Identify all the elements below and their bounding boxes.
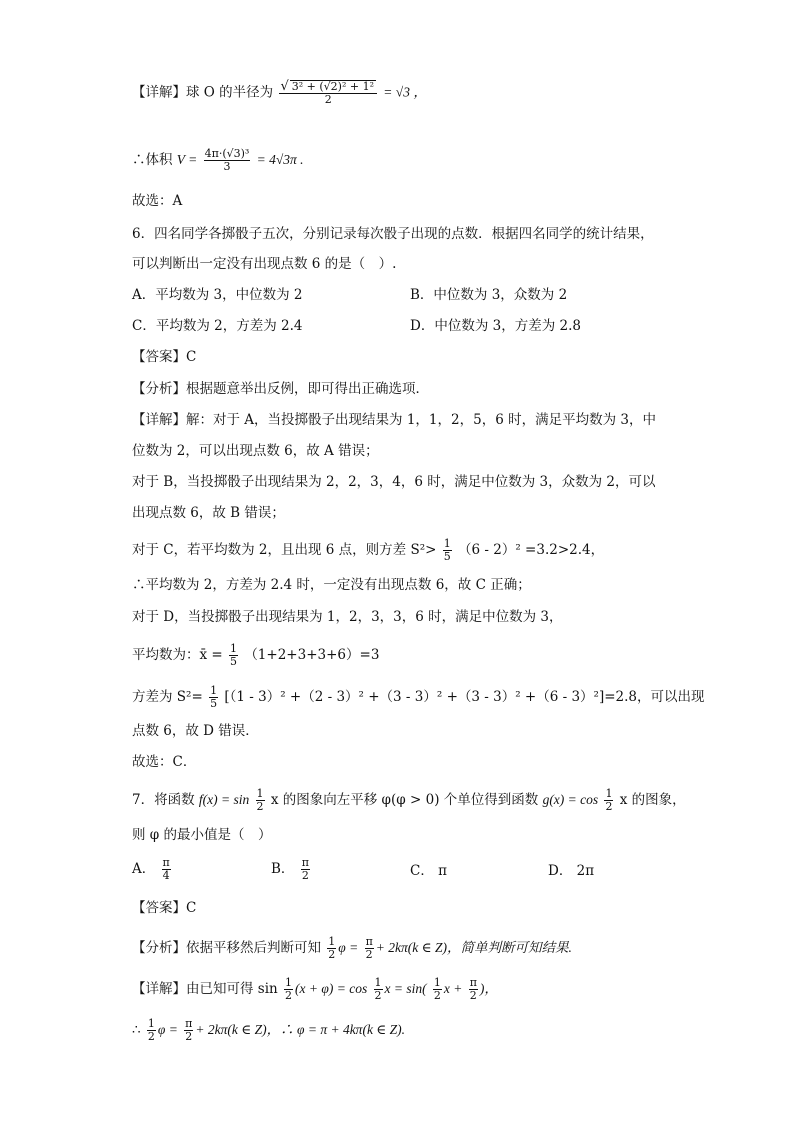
q7-answer: C [186,900,197,916]
answer-tag: 【答案】 [132,349,186,365]
q6-detail-line-6: ∴平均数为 2，方差为 2.4 时，一定没有出现点数 6，故 C 正确； [132,577,531,593]
q6-detail-line-8 [132,643,379,668]
volume-numerator: 4π·(√3)³ [204,147,250,160]
volume-prefix: ∴体积 [132,152,173,168]
detail-tag: 【详解】 [132,412,186,428]
detail-tag: 【详解】 [132,84,186,101]
variance-d-suffix: [（1 - 3）² +（2 - 3）² +（3 - 3）² +（3 - 3）² +（6 - 3）²]=2.8，可以出现 [224,689,705,705]
one-fifth-fraction: $\frac{1}{5}$ [230,642,238,668]
mean-prefix: 平均数为：x̄ = [132,647,223,663]
radius-denominator: 2 [324,93,332,106]
volume-result: = 4√3π . [256,152,304,167]
volume-denominator: 3 [223,160,231,173]
answer-tag: 【答案】 [132,900,186,916]
q6-option-c: C．平均数为 2，方差为 2.4 [132,318,303,334]
q5-volume-line: ∴体积 V = $\frac{\text{4π·(√3)³}}{3}$ = 4√3π . [132,147,304,173]
q7-stem-c: x 的图象， [619,792,686,808]
q7-detail-line: 【详解】由已知可得 sin $\frac{1}{2}$ (x + φ) = cos $\frac{1}{2}$ x = sin( $\frac{1}{2}$ x + $\frac{\pi}{2}$ )， [132,976,498,1002]
q7-option-a: A． $\frac{\pi}{4}$ [132,856,170,882]
q7-stem-b: x 的图象向左平移 φ(φ > 0) 个单位得到函数 [270,792,539,808]
half-fraction: $\frac{1}{2}$ [256,787,264,813]
variance-c-prefix: 对于 C，若平均数为 2，且出现 6 点，则方差 S²> [132,542,437,558]
radius-text: 球 O 的半径为 [186,84,274,101]
q6-detail-line-10: 点数 6，故 D 错误． [132,723,259,739]
q6-detail-line-4: 出现点数 6，故 B 错误； [132,505,285,521]
q6-stem-line-1: 6．四名同学各掷骰子五次，分别记录每次骰子出现的点数．根据四名同学的统计结果， [132,226,654,242]
mean-suffix: （1+2+3+3+6）=3 [244,647,380,663]
q5-radius-line [132,80,427,106]
half-fraction: $\frac{1}{2}$ [605,787,613,813]
variance-c-suffix: （6 - 2）² =3.2>2.4， [458,542,605,558]
q7-option-d: D． 2π [548,863,595,879]
q7-option-b: B． $\frac{\pi}{2}$ [271,856,309,882]
q7-stem-a: 7．将函数 [132,792,195,808]
q7-conclusion-line: ∴ $\frac{1}{2}$ φ = $\frac{\pi}{2}$ + 2kπ(k ∈ Z)，∴ φ = π + 4kπ(k ∈ Z). [132,1017,406,1043]
q6-analysis: 根据题意举出反例，即可得出正确选项． [186,381,429,397]
q7-answer-line [132,899,196,917]
q6-answer-line [132,348,196,366]
q6-option-a: A．平均数为 3，中位数为 2 [132,287,303,303]
q6-detail-line-7: 对于 D，当投掷骰子出现结果为 1，2，3，3，6 时，满足中位数为 3， [132,609,563,625]
q7-stem-line-1 [132,788,686,813]
analysis-tag: 【分析】 [132,940,186,956]
q7-option-c: C． π [410,863,447,879]
one-fifth-fraction: $\frac{1}{5}$ [443,537,451,563]
q6-analysis-line [132,380,429,398]
function-g: g(x) = cos [542,792,599,807]
q6-detail-1: 解：对于 A，当投掷骰子出现结果为 1，1，2，5，6 时，满足平均数为 3，中 [186,412,656,428]
q6-option-b: B．中位数为 3，众数为 2 [410,287,568,303]
q6-answer: C [186,349,197,365]
q6-choose: 故选：C． [132,754,197,770]
q5-choose: 故选：A [132,193,183,209]
q7-stem-line-2: 则 φ 的最小值是（ ） [132,827,272,843]
analysis-tag: 【分析】 [132,381,186,397]
volume-fraction [204,148,251,173]
q6-option-d: D．中位数为 3，方差为 2.8 [410,318,581,334]
q6-detail-line-3: 对于 B，当投掷骰子出现结果为 2，2，3，4，6 时，满足中位数为 3，众数为 2，可以 [132,474,656,490]
q6-detail-line-5 [132,538,604,563]
radius-numerator: 3² + (√2)² + 1² [291,80,374,93]
function-f: f(x) = sin [198,792,250,807]
q6-detail-line-2: 位数为 2，可以出现点数 6，故 A 错误； [132,443,379,459]
q6-detail-line-9 [132,685,705,710]
radius-fraction: $\frac{\text{√ 3² + (√2)² + 1²}}{2}$ [279,80,377,106]
q6-stem-line-2: 可以判断出一定没有出现点数 6 的是（ ）. [132,256,397,272]
variance-d-prefix: 方差为 S²= [132,689,203,705]
detail-tag: 【详解】 [132,981,186,997]
q6-detail-line-1 [132,411,656,429]
radius-result: = √3 ， [383,84,427,100]
q7-analysis-line: 【分析】依据平移然后判断可知 $\frac{1}{2}$ φ = $\frac{\pi}{2}$ + 2kπ(k ∈ Z)，简单判断可知结果. [132,935,572,961]
one-fifth-fraction: $\frac{1}{5}$ [210,684,218,710]
